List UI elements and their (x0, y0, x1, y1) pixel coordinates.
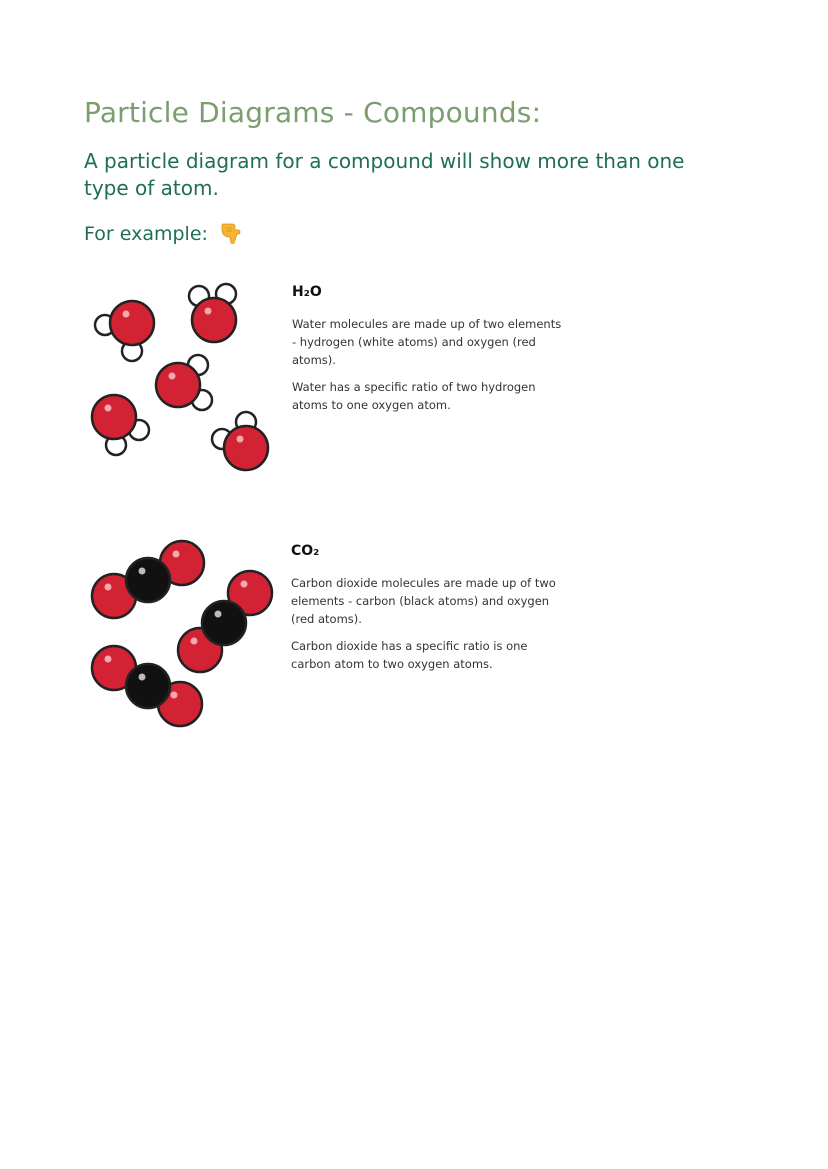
carbon-dioxide-particle-diagram (84, 536, 284, 732)
pointing-down-hand-icon (220, 220, 242, 249)
intro-text: A particle diagram for a compound will show more than one type of atom. (84, 149, 685, 200)
carbon-dioxide-molecule (178, 571, 272, 672)
example-label: For example: (84, 223, 208, 245)
water-molecule (212, 412, 268, 470)
water-molecule (92, 395, 149, 455)
carbon-dioxide-molecule (92, 541, 204, 618)
carbon-dioxide-paragraph-2: Carbon dioxide has a specific ratio is one carbon atom to two oxygen atoms. (291, 639, 528, 671)
water-molecule (95, 301, 154, 361)
water-paragraph-2: Water has a specific ratio of two hydrogen atoms to one oxygen atom. (292, 380, 536, 412)
water-formula: H₂O (292, 284, 322, 300)
water-molecule (156, 355, 212, 410)
carbon-dioxide-formula: CO₂ (291, 543, 320, 559)
carbon-dioxide-paragraph-1: Carbon dioxide molecules are made up of two elements - carbon (black atoms) and oxygen (red atoms). (291, 576, 556, 626)
water-molecule (189, 284, 236, 342)
water-particle-diagram (84, 276, 284, 480)
example-line (84, 220, 242, 249)
water-paragraph-1: Water molecules are made up of two elements - hydrogen (white atoms) and oxygen (red atoms). (292, 317, 562, 367)
page-title: Particle Diagrams - Compounds: (84, 96, 542, 129)
